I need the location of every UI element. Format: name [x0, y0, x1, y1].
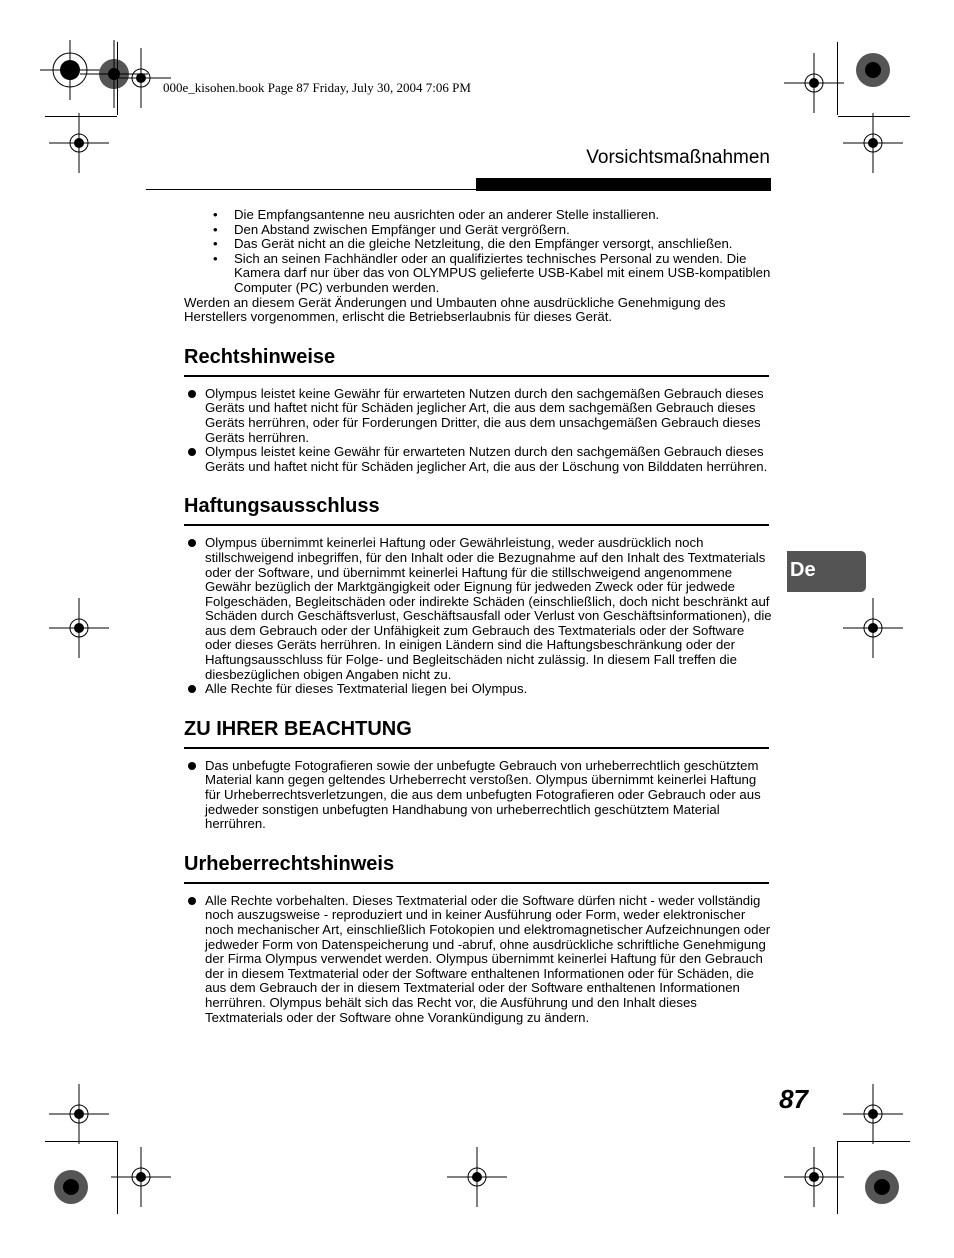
list-item: Olympus leistet keine Gewähr für erwarteten Nutzen durch den sachgemäßen Gebrauch dieses Geräts und haftet nicht für Schäden jeglicher Art, die aus dem sachgemäßen Gebrauch dieses Geräts herrühren, oder für Forderungen Dritter, die aus dem unsachgemäßen Gebrauch dieses Geräts herrühren. [205, 387, 772, 445]
section-haftungsausschluss [184, 494, 772, 697]
list-item: Das unbefugte Fotografieren sowie der unbefugte Gebrauch von urheberrechtlich geschütztem Material kann gegen geltendes Urheberrecht verstoßen. Olympus übernimmt keinerlei Haftung für Urheberrechtsverletzungen, die aus dem unbefugten Fotografieren oder Gebrauch oder aus jedweder sonstigen unbefugten Handhabung von urheberrechtlich geschütztem Material herrühren. [205, 759, 772, 832]
registration-target-top-right [853, 50, 893, 90]
section-heading: Rechtshinweise [184, 345, 769, 377]
list-item: • Sich an seinen Fachhändler oder an qualifiziertes technisches Personal zu wenden. Die Kamera darf nur über das von OLYMPUS gelieferte USB-Kabel mit einem USB-kompatiblen Computer (PC) verbunden werden. [234, 252, 772, 296]
header-bar [476, 178, 771, 191]
registration-target-left-upper [49, 113, 109, 173]
section-zu-ihrer-beachtung [184, 717, 772, 832]
list-item: Alle Rechte vorbehalten. Dieses Textmaterial oder die Software dürfen nicht - weder vollständig noch auszugsweise - reproduziert und in keiner Ausführung oder Form, weder elektronischer noch mechanischer Art, einschließlich Fotokopien und elektromagnetischer Aufzeichnungen oder jedweder Form von Datenspeicherung und -abruf, ohne ausdrückliche schriftliche Genehmigung der Firma Olympus verwendet werden. Olympus übernimmt keinerlei Haftung für den Gebrauch der in diesem Textmaterial oder der Software enthaltenen Informationen oder für Schäden, die aus dem Gebrauch der in diesem Textmaterial oder der Software enthaltenen Informationen herrühren. Olympus behält sich das Recht vor, die Ausführung und den Inhalt dieses Textmaterials oder der Software ohne Vorankündigung zu ändern. [205, 892, 771, 1025]
registration-target-right-lower [843, 1084, 903, 1144]
page-content [184, 208, 772, 1025]
crop-line-bottom-right-h [838, 1141, 910, 1142]
section-heading: Haftungsausschluss [184, 494, 769, 526]
registration-target-right-upper [843, 113, 903, 173]
section-rechtshinweise [184, 345, 772, 475]
list-item: Alle Rechte für dieses Textmaterial liegen bei Olympus. [205, 682, 772, 697]
registration-target-bottom-left-center [111, 1147, 171, 1207]
print-header: 000e_kisohen.book Page 87 Friday, July 30, 2004 7:06 PM [163, 80, 471, 95]
crop-line-bottom-left-h [45, 1141, 117, 1142]
registration-target-bottom-center [447, 1147, 507, 1207]
intro-paragraph: Werden an diesem Gerät Änderungen und Umbauten ohne ausdrückliche Genehmigung des Herstellers vorgenommen, erlischt die Betriebserlaubnis für dieses Gerät. [184, 294, 726, 325]
intro-list [184, 208, 772, 296]
list-item: • Das Gerät nicht an die gleiche Netzleitung, die den Empfänger versorgt, anschließen. [234, 237, 772, 252]
list-item: • Die Empfangsantenne neu ausrichten oder an anderer Stelle installieren. [234, 208, 772, 223]
section-heading: ZU IHRER BEACHTUNG [184, 717, 769, 749]
crop-line-bottom-right [837, 1141, 838, 1214]
header-rule [146, 189, 476, 190]
registration-target-left-middle [49, 598, 109, 658]
registration-target-right-middle [843, 598, 903, 658]
list-item: Olympus übernimmt keinerlei Haftung oder Gewährleistung, weder ausdrücklich noch stillschweigend inbegriffen, für den Inhalt oder die Bezugnahme auf den Inhalt des Textmaterials oder der Software, und übernimmt keinerlei Haftung für die stillschweigend angenommene Gewähr bezüglich der Marktgängigkeit oder Eignung für jedweden Zweck oder für jedwede Folgeschäden, Begleitschäden oder indirekte Schäden (einschließlich, doch nicht beschränkt auf Schäden durch Geschäftsverlust, Geschäftsausfall oder Verlust von Geschäftsinformationen), die aus dem Gebrauch oder der Unfähigkeit zum Gebrauch des Textmaterials oder der Software oder dieses Geräts herrühren. In einigen Ländern sind die Haftungsbeschränkung oder der Haftungsausschluss für Folge- und Begleitschäden nicht zulässig. In diesem Fall treffen die diesbezüglichen obigen Angaben nicht zu. [205, 535, 772, 682]
page-number: 87 [779, 1084, 808, 1114]
registration-target-bottom-right [862, 1167, 902, 1207]
registration-target-bottom-right-center [784, 1147, 844, 1207]
registration-target-top-right-center [784, 53, 844, 113]
registration-target-left-lower [49, 1084, 109, 1144]
language-tab: De [787, 551, 866, 592]
section-title: Vorsichtsmaßnahmen [586, 147, 770, 168]
registration-target-bottom-left [51, 1167, 91, 1207]
list-item: Olympus leistet keine Gewähr für erwarteten Nutzen durch den sachgemäßen Gebrauch dieses Geräts und haftet nicht für Schäden jeglicher Art, die aus der Löschung von Bilddaten herrühren. [205, 445, 772, 474]
section-urheberrechtshinweis [184, 852, 772, 1025]
section-heading: Urheberrechtshinweis [184, 852, 769, 884]
list-item: • Den Abstand zwischen Empfänger und Gerät vergrößern. [234, 223, 772, 238]
registration-target-top-center [111, 48, 171, 108]
